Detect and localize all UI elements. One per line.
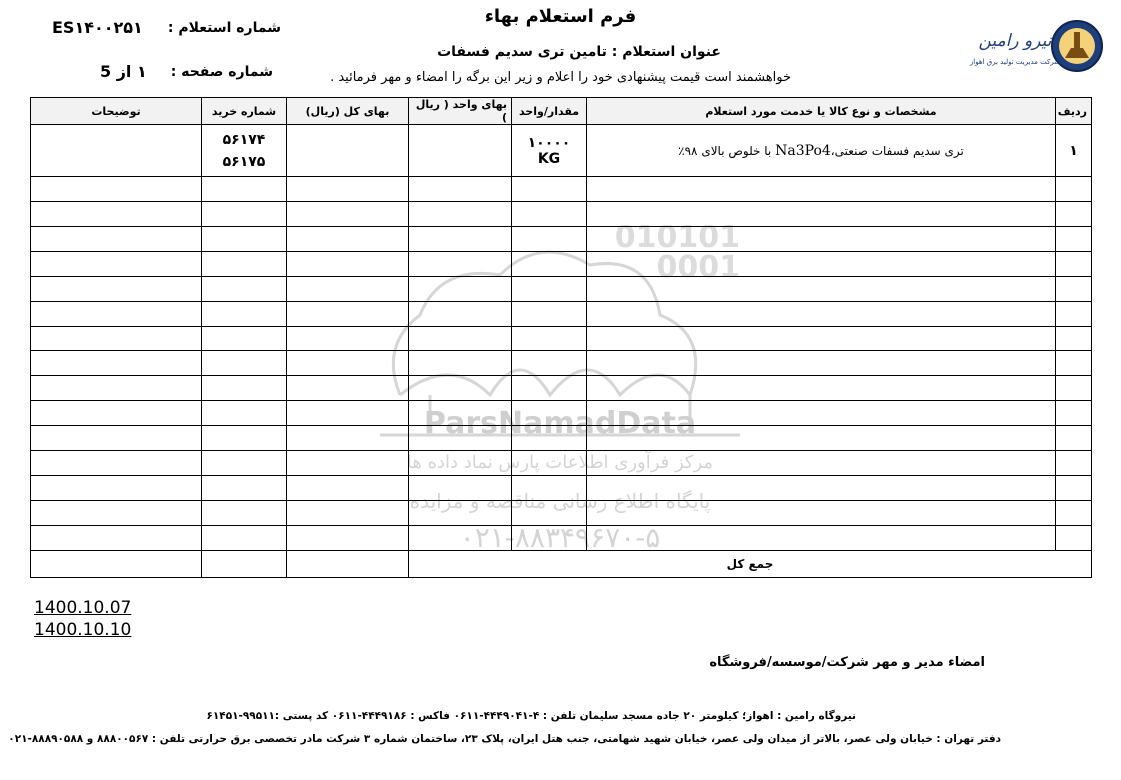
table-row xyxy=(31,376,1092,401)
purchase-no-2: ۵۶۱۷۵ xyxy=(222,153,266,170)
footer-plant-address: نیروگاه رامین : اهواز؛ کیلومتر ۲۰ جاده مسجد سلیمان تلفن : ۴-۴۴۴۹۰۴۱-۰۶۱۱ فاکس : ۴۴۴۹۱۸۶-۰۶۱۱ کد پستی :۹۹۵۱۱-۶۱۴۵۱ xyxy=(206,710,856,722)
watermark-digits-2: 0001 xyxy=(656,250,740,285)
table-row xyxy=(31,525,1092,550)
purchase-no-1: ۵۶۱۷۴ xyxy=(222,131,266,148)
date-2: 1400.10.10 xyxy=(34,620,132,640)
table-row xyxy=(31,226,1092,251)
item-spec xyxy=(587,125,1056,177)
request-text: خواهشمند است قیمت پیشنهادی خود را اعلام و زیر این برگه را امضاء و مهر فرمائید . xyxy=(330,70,791,85)
inquiry-number-label: شماره استعلام : xyxy=(167,20,281,36)
table-row xyxy=(31,500,1092,525)
table-row xyxy=(31,301,1092,326)
watermark-line-1: مرکز فرآوری اطلاعات پارس نماد داده ها xyxy=(406,452,714,473)
company-logo xyxy=(965,18,1105,74)
watermark-phone: ۰۲۱-۸۸۳۴۹۶۷۰-۵ xyxy=(459,521,661,554)
watermark-digits-1: 010101 xyxy=(614,225,740,255)
logo-company-subtitle: شرکت مدیریت تولید برق اهواز xyxy=(969,58,1061,66)
item-notes xyxy=(31,125,202,177)
page-number-label: شماره صفحه : xyxy=(170,64,273,80)
total-row xyxy=(31,551,1092,578)
col-header-unit-price: بهای واحد ( ریال ) xyxy=(409,98,512,125)
item-spec-formula: Na3Po4 xyxy=(775,142,831,159)
date-1: 1400.10.07 xyxy=(34,598,132,618)
total-label: جمع کل xyxy=(409,551,1092,578)
total-empty-2 xyxy=(31,551,202,578)
watermark-brand: ParsNamadData xyxy=(423,406,697,441)
subject-label: عنوان استعلام : xyxy=(611,44,721,60)
table-row xyxy=(31,251,1092,276)
subject-value: تامین تری سدیم فسفات xyxy=(437,44,607,60)
watermark-line-2: پایگاه اطلاع رسانی مناقصه و مزایده xyxy=(409,489,711,513)
table-row xyxy=(31,426,1092,451)
form-title: فرم استعلام بهاء xyxy=(484,6,637,27)
item-qty: ۱۰۰۰۰ KG xyxy=(512,125,587,177)
logo-emblem-icon xyxy=(965,18,1105,74)
col-header-purchase-no: شماره خرید xyxy=(202,98,287,125)
table-row xyxy=(31,177,1092,202)
item-row-number: ۱ xyxy=(1056,125,1092,177)
item-purchase-no xyxy=(202,125,287,177)
table-row xyxy=(31,125,1092,177)
inquiry-subject xyxy=(437,44,721,60)
table-row xyxy=(31,326,1092,351)
table-row xyxy=(31,476,1092,501)
item-unit-price xyxy=(409,125,512,177)
table-header-row xyxy=(31,98,1092,125)
table-row xyxy=(31,451,1092,476)
table-row xyxy=(31,201,1092,226)
footer-tehran-office: دفتر تهران : خیابان ولی عصر، بالاتر از میدان ولی عصر، خیابان شهید شهامتی، جنب هتل ایران، پلاک ۲۳، ساختمان شماره ۳ شرکت مادر تخصصی برق حرارتی تلفن : ۸۸۸۰۰۵۶۷ و ۸۸۸۹۰۵۸۸-۰۲۱ xyxy=(8,733,1001,745)
total-value xyxy=(287,551,409,578)
table-row xyxy=(31,276,1092,301)
inquiry-number-value: ES۱۴۰۰۲۵۱ xyxy=(52,18,143,37)
total-empty-1 xyxy=(202,551,287,578)
col-header-spec: مشخصات و نوع کالا یا خدمت مورد استعلام xyxy=(587,98,1056,125)
table-row xyxy=(31,351,1092,376)
item-total-price xyxy=(287,125,409,177)
item-spec-b: با خلوص بالای ۹۸٪ xyxy=(678,143,776,158)
col-header-notes: توضیحات xyxy=(31,98,202,125)
signature-label: امضاء مدیر و مهر شرکت/موسسه/فروشگاه xyxy=(709,655,985,670)
col-header-qty: مقدار/واحد xyxy=(512,98,587,125)
table-row xyxy=(31,401,1092,426)
logo-company-name: نیرو رامین xyxy=(978,31,1052,51)
page-number-value: ۱ از 5 xyxy=(100,62,147,81)
inquiry-table xyxy=(30,97,1092,578)
item-spec-a: تری سدیم فسفات صنعتی، xyxy=(830,143,964,158)
col-header-total-price: بهای کل (ریال) xyxy=(287,98,409,125)
col-header-row: ردیف xyxy=(1056,98,1092,125)
